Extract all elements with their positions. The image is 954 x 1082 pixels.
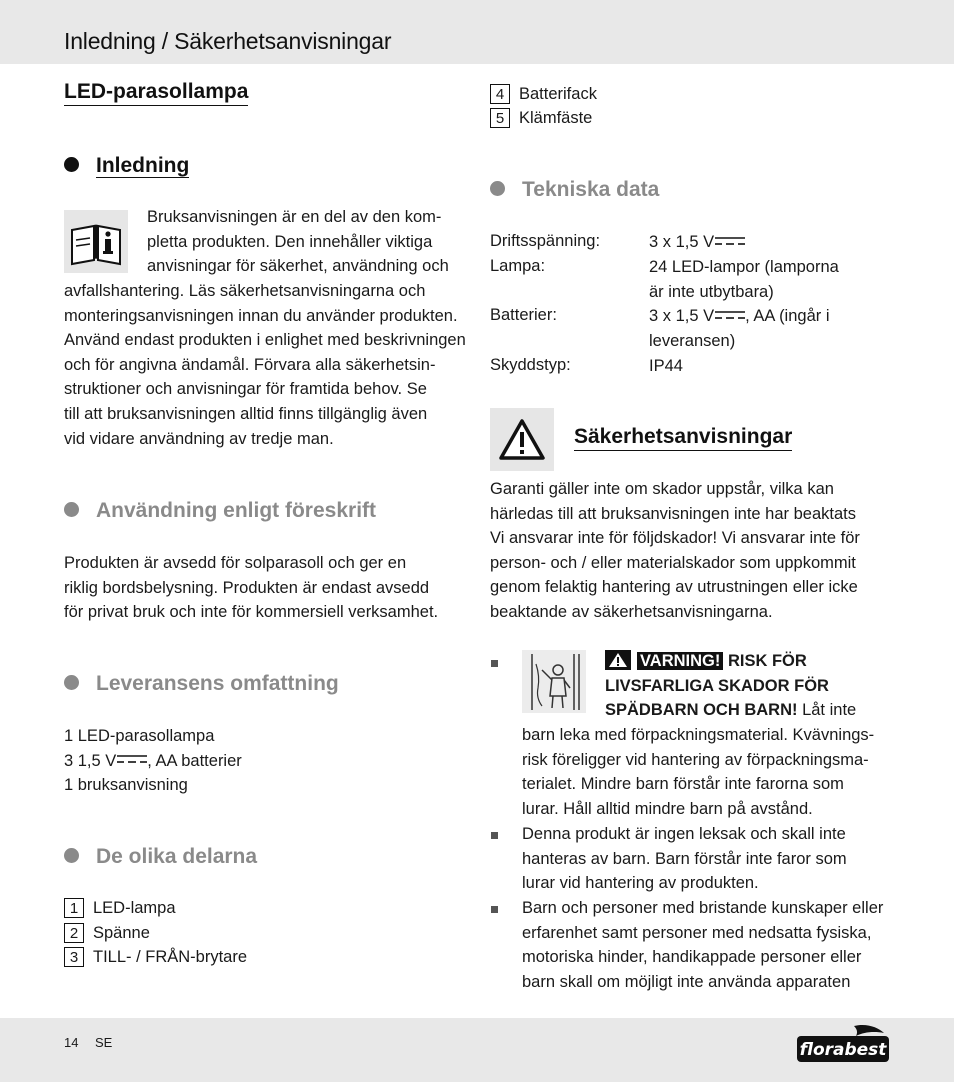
text-line: Garanti gäller inte om skador uppstår, vilka kan <box>490 480 834 498</box>
bullet-dot-icon <box>64 848 79 863</box>
text-line: person- och / eller materialskador som uppkommit <box>490 553 856 572</box>
warning-text: Låt inte <box>797 701 857 720</box>
text-line: för privat bruk och inte för kommersiell verksamhet. <box>64 603 439 622</box>
part-label: TILL- / FRÅN-brytare <box>93 947 248 966</box>
part-item <box>64 898 176 918</box>
warning-body <box>522 723 874 821</box>
text-line: genom felaktig hantering av utrustningen eller icke <box>490 578 858 597</box>
bullet-dot-icon <box>64 675 79 690</box>
delivery-heading-text: Leveransens omfattning <box>96 672 339 695</box>
spec-value <box>649 230 745 255</box>
usage-heading <box>64 499 376 523</box>
spec-value: IP44 <box>649 357 683 375</box>
text-line: beaktande av säkerhetsanvisningarna. <box>490 602 773 621</box>
spec-value-text: är inte utbytbara) <box>649 282 774 301</box>
usage-heading-text: Användning enligt föreskrift <box>96 499 377 522</box>
info-book-icon <box>64 210 128 273</box>
delivery-list <box>64 724 242 798</box>
part-number: 5 <box>490 108 510 128</box>
text-line: anvisningar för säkerhet, användning och <box>147 257 449 276</box>
warning-text: RISK FÖR <box>723 652 807 670</box>
part-label: Batterifack <box>519 84 597 103</box>
part-label: LED-lampa <box>93 898 176 917</box>
dc-symbol-icon <box>117 754 147 764</box>
text-line: Bruksanvisningen är en del av den kom- <box>147 208 442 226</box>
warning-line <box>605 649 856 674</box>
intro-heading-text: Inledning <box>96 154 190 177</box>
part-number: 1 <box>64 898 84 918</box>
text-line: pletta produkten. Den innehåller viktiga <box>147 232 433 251</box>
language-code: SE <box>95 1035 113 1050</box>
spec-value-text: 24 LED-lampor (lamporna <box>649 258 839 276</box>
spec-value-text: 3 x 1,5 V <box>649 307 715 325</box>
florabest-logo <box>796 1024 890 1064</box>
text-line: erfarenhet samt personer med nedsatta fysiska, <box>522 923 872 942</box>
bullet-dot-icon <box>64 502 79 517</box>
page-number: 14 <box>64 1035 79 1050</box>
part-item <box>64 923 150 943</box>
intro-heading <box>64 154 189 178</box>
text-line: motoriska hinder, handikappade personer eller <box>522 948 862 967</box>
safety-heading: Säkerhetsanvisningar <box>574 425 792 451</box>
warning-text: SPÄDBARN OCH BARN! <box>605 701 798 720</box>
warning-line <box>605 698 856 723</box>
text-line: lurar vid hantering av produkten. <box>522 874 759 893</box>
child-suffocation-warning-icon <box>522 650 586 713</box>
delivery-item: 1 LED-parasollampa <box>64 727 215 745</box>
spec-label: Driftsspänning: <box>490 232 601 250</box>
spec-label: Batterier: <box>490 306 557 324</box>
dc-symbol-icon <box>715 236 745 246</box>
part-item <box>490 84 597 104</box>
page-header-title: Inledning / Säkerhetsanvisningar <box>64 28 392 54</box>
spec-label: Lampa: <box>490 257 546 275</box>
text-line: härledas till att bruksanvisningen inte har beaktats <box>490 504 856 523</box>
tech-heading <box>490 178 659 202</box>
part-number: 4 <box>490 84 510 104</box>
intro-text <box>64 279 466 451</box>
text-line: monteringsanvisningen innan du använder produkten. <box>64 306 458 325</box>
parts-heading-text: De olika delarna <box>96 845 258 868</box>
part-label: Spänne <box>93 923 150 942</box>
warning-triangle-small-icon <box>605 650 631 670</box>
product-title: LED-parasollampa <box>64 80 248 106</box>
warning-triangle-icon <box>490 408 554 471</box>
delivery-item-suffix: , AA batterier <box>147 751 242 770</box>
part-item <box>490 108 592 128</box>
part-number: 2 <box>64 923 84 943</box>
warning-heading-block <box>605 649 856 723</box>
bullet-text <box>522 896 883 994</box>
delivery-item: 1 bruksanvisning <box>64 776 188 795</box>
usage-text <box>64 551 438 625</box>
text-line: Vi ansvarar inte för följdskador! Vi ansvarar inte för <box>490 529 860 548</box>
text-line: barn leka med förpackningsmaterial. Kvävnings- <box>522 726 875 744</box>
text-line: Produkten är avsedd för solparasoll och ger en <box>64 554 407 572</box>
square-bullet-icon <box>491 906 498 913</box>
text-line: barn skall om möjligt inte använda apparaten <box>522 972 851 991</box>
spec-label: Skyddstyp: <box>490 356 571 374</box>
parts-heading <box>64 845 257 869</box>
part-label: Klämfäste <box>519 108 593 127</box>
square-bullet-icon <box>491 832 498 839</box>
warning-tag: VARNING! <box>637 652 723 670</box>
dc-symbol-icon <box>715 310 745 320</box>
delivery-item <box>64 749 242 774</box>
text-line: terialet. Mindre barn förstår inte farorna som <box>522 775 844 794</box>
safety-intro-text <box>490 477 860 625</box>
spec-value-text: 3 x 1,5 V <box>649 233 715 251</box>
spec-value <box>649 255 839 304</box>
part-item <box>64 947 247 967</box>
text-line: vid vidare användning av tredje man. <box>64 429 334 448</box>
spec-value-text: leveransen) <box>649 331 736 350</box>
text-line: till att bruksanvisningen alltid finns tillgänglig även <box>64 404 428 423</box>
tech-heading-text: Tekniska data <box>522 178 660 201</box>
bullet-dot-icon <box>64 157 79 172</box>
text-line: Denna produkt är ingen leksak och skall inte <box>522 825 846 843</box>
text-line: struktioner och anvisningar för framtida behov. Se <box>64 380 427 399</box>
text-line: riklig bordsbelysning. Produkten är endast avsedd <box>64 578 430 597</box>
text-line: lurar. Håll alltid mindre barn på avstånd. <box>522 799 813 818</box>
bullet-text <box>522 822 847 896</box>
delivery-item-prefix: 3 1,5 V <box>64 751 117 770</box>
square-bullet-icon <box>491 660 498 667</box>
text-line: hanteras av barn. Barn förstår inte faror som <box>522 849 847 868</box>
text-line: avfallshantering. Läs säkerhetsanvisningarna och <box>64 282 426 300</box>
spec-value-line <box>649 304 830 329</box>
spec-value-text: , AA (ingår i <box>745 307 830 325</box>
text-line: Använd endast produkten i enlighet med beskrivningen <box>64 331 466 350</box>
spec-value <box>649 304 830 353</box>
warning-text: LIVSFARLIGA SKADOR FÖR <box>605 676 829 695</box>
delivery-heading <box>64 672 339 696</box>
text-line: Barn och personer med bristande kunskaper eller <box>522 899 884 917</box>
intro-text-indented <box>147 205 449 279</box>
text-line: och för angivna ändamål. Förvara alla säkerhetsin- <box>64 355 436 374</box>
part-number: 3 <box>64 947 84 967</box>
bullet-dot-icon <box>490 181 505 196</box>
svg-text:florabest: florabest <box>799 1040 887 1060</box>
text-line: risk föreligger vid hantering av förpackningsma- <box>522 750 869 769</box>
